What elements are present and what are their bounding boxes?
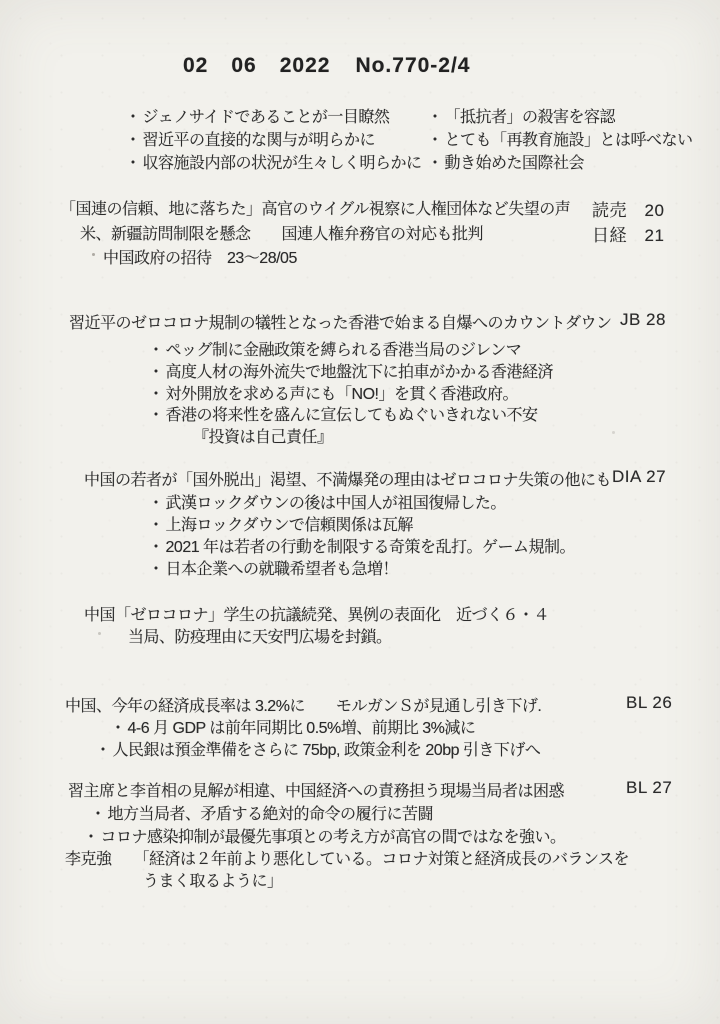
bullet-marker: ・: [125, 132, 141, 149]
youth-bullet-2-text: 上海ロックダウンで信頼関係は瓦解: [165, 517, 413, 534]
discord-bullet-2-text: コロナ感染抑制が最優先事項との考え方が高官の間ではなを強い。: [100, 829, 566, 846]
intro-bullet-left-2: [125, 127, 375, 150]
scan-speck: [612, 431, 615, 434]
bullet-marker: ・: [148, 386, 164, 403]
intro-bullet-left-3: [125, 150, 422, 173]
bullet-marker: ・: [148, 364, 164, 381]
intro-bullet-left-3-text: 収容施設内部の状況が生々しく明らかに: [142, 155, 422, 172]
un-section-line-3: 中国政府の招待 23～28/05: [103, 250, 297, 267]
un-section-line-2: 米、新疆訪問制限を懸念 国連人権弁務官の対応も批判: [80, 226, 484, 243]
intro-bullet-right-2-text: とても「再教育施設」とは呼べない: [444, 132, 693, 149]
bullet-marker: ・: [148, 539, 164, 556]
hk-bullet-1: [148, 337, 521, 360]
economy-bullet-2-text: 人民銀は預金準備をさらに 75bp, 政策金利を 20bp 引き下げへ: [112, 742, 541, 759]
header-issue-number: No.770-2/4: [355, 54, 471, 77]
bullet-marker: ・: [83, 829, 99, 846]
source-ref-jb: JB 28: [620, 310, 666, 329]
protest-section-title: 中国「ゼロコロナ」学生の抗議続発、異例の表面化 近づく６・４: [84, 607, 550, 624]
hk-section-title: 習近平のゼロコロナ規制の犠牲となった香港で始まる自爆へのカウントダウン: [69, 315, 612, 332]
bullet-marker: ・: [427, 132, 443, 149]
bullet-marker: ・: [148, 517, 164, 534]
youth-section-title: 中国の若者が「国外脱出」渇望、不満爆発の理由はゼロコロナ失策の他にも: [84, 472, 612, 489]
header-year: 2022: [279, 54, 331, 77]
protest-section-line-2: 当局、防疫理由に天安門広場を封鎖。: [128, 629, 392, 646]
discord-bullet-1-text: 地方当局者、矛盾する絶対的命令の履行に苦闘: [107, 806, 434, 823]
economy-bullet-2: [95, 737, 540, 760]
economy-section-title: 中国、今年の経済成長率は 3.2%に モルガンＳが見通し引き下げ.: [65, 698, 542, 715]
hk-bullet-3: [148, 381, 518, 404]
quote-speaker: 李克強: [65, 851, 112, 868]
bullet-marker: ・: [427, 109, 443, 126]
hk-bullet-2-text: 高度人材の海外流失で地盤沈下に拍車がかかる香港経済: [165, 364, 554, 381]
youth-bullet-1-text: 武漢ロックダウンの後は中国人が祖国復帰した。: [165, 495, 506, 512]
source-ref-bl26: BL 26: [626, 693, 673, 712]
discord-bullet-2: [83, 824, 566, 847]
hk-bullet-1-text: ペッグ制に金融政策を縛られる香港当局のジレンマ: [165, 342, 522, 359]
intro-bullet-right-3: [427, 150, 584, 173]
economy-bullet-1: [110, 715, 475, 738]
intro-bullet-right-3-text: 動き始めた国際社会: [444, 155, 585, 172]
bullet-marker: ・: [125, 155, 141, 172]
bullet-marker: ・: [110, 720, 126, 737]
document-header: [183, 54, 471, 78]
youth-bullet-3: [148, 534, 575, 557]
source-ref-yomiuri: 読売 20: [592, 201, 665, 220]
source-ref-dia: DIA 27: [612, 467, 667, 486]
youth-bullet-1: [148, 490, 506, 513]
source-ref-nikkei: 日経 21: [592, 226, 665, 245]
discord-quote-line-2: うまく取るように」: [143, 873, 283, 890]
header-day: 02: [183, 54, 209, 77]
intro-bullet-left-2-text: 習近平の直接的な関与が明らかに: [142, 132, 376, 149]
hk-bullet-3-text: 対外開放を求める声にも「NO!」を貫く香港政府。: [165, 386, 518, 403]
bullet-marker: ・: [427, 155, 443, 172]
economy-bullet-1-text: 4-6 月 GDP は前年同期比 0.5%増、前期比 3%減に: [127, 720, 476, 737]
bullet-marker: ・: [148, 561, 164, 578]
hk-bullet-4-text: 香港の将来性を盛んに宣伝してもぬぐいきれない不安: [165, 407, 538, 424]
bullet-marker: ・: [95, 742, 111, 759]
quote-text-1: 「経済は２年前より悪化している。コロナ対策と経済成長のバランスを: [133, 851, 630, 868]
youth-bullet-3-text: 2021 年は若者の行動を制限する奇策を乱打。ゲーム規制。: [165, 539, 576, 556]
intro-bullet-left-1: [125, 104, 389, 127]
source-ref-bl27: BL 27: [626, 778, 673, 797]
discord-quote-line-1: [65, 846, 629, 869]
bullet-marker: ・: [148, 495, 164, 512]
hk-bullet-4: [148, 402, 538, 425]
bullet-marker: ・: [125, 109, 141, 126]
intro-bullet-right-1: [427, 104, 615, 127]
bullet-marker: ・: [148, 342, 164, 359]
hk-footnote: 『投資は自己責任』: [193, 429, 333, 446]
scan-speck: [92, 253, 95, 256]
youth-bullet-4: [148, 556, 398, 579]
discord-section-title: 習主席と李首相の見解が相違、中国経済への責務担う現場当局者は困惑: [68, 783, 565, 800]
youth-bullet-4-text: 日本企業への就職希望者も急増！: [165, 561, 399, 578]
bullet-marker: ・: [90, 806, 106, 823]
bullet-marker: ・: [148, 407, 164, 424]
header-month: 06: [231, 54, 257, 77]
intro-bullet-right-2: [427, 127, 693, 150]
youth-bullet-2: [148, 512, 413, 535]
discord-bullet-1: [90, 801, 433, 824]
scan-speck: [98, 632, 101, 635]
intro-bullet-right-1-text: 「抵抗者」の殺害を容認: [444, 109, 616, 126]
intro-bullet-left-1-text: ジェノサイドであることが一目瞭然: [142, 109, 390, 126]
hk-bullet-2: [148, 359, 553, 382]
un-section-line-1: 「国連の信頼、地に落ちた」高官のウイグル視察に人権団体など失望の声: [60, 201, 571, 218]
